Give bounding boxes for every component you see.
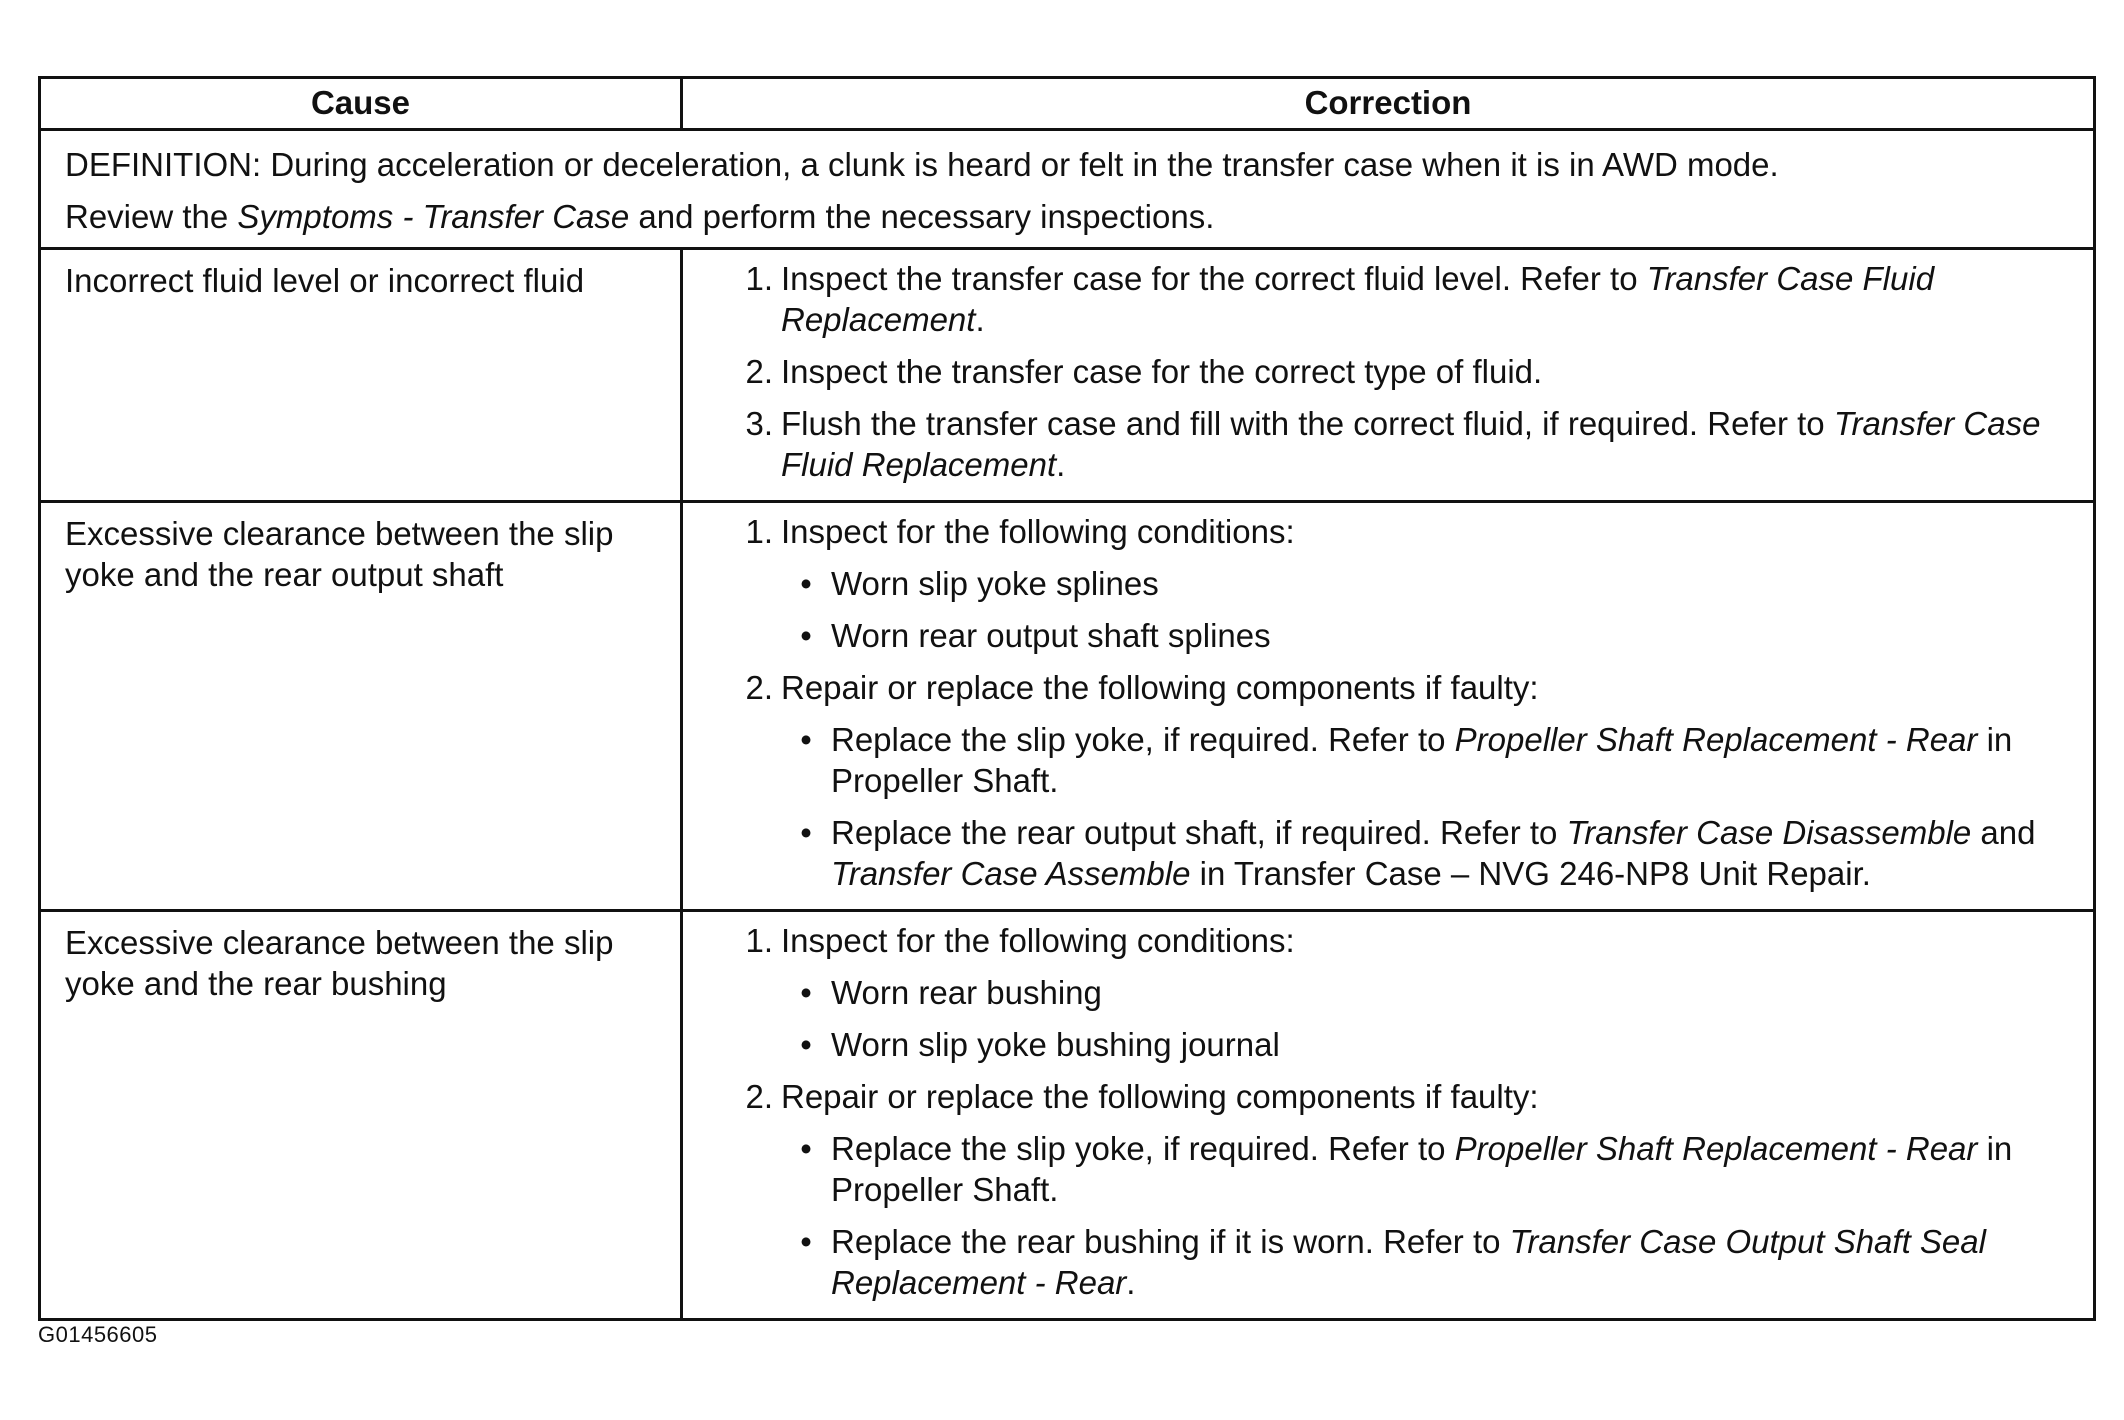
text: . [1126, 1264, 1136, 1301]
bullet-text [831, 972, 2075, 1013]
review-pre-text: Review the [65, 198, 238, 235]
text: Replace the slip yoke, if required. Refer to [831, 1130, 1455, 1167]
figure-id: G01456605 [38, 1322, 158, 1347]
correction-steps [683, 511, 2075, 894]
bullet-icon: • [800, 721, 812, 758]
definition-row [40, 130, 2095, 249]
header-row [40, 78, 2095, 130]
correction-cell [682, 911, 2095, 1320]
correction-step [683, 1076, 2075, 1303]
correction-step [683, 258, 2075, 340]
correction-step [683, 403, 2075, 485]
manual-reference: Transfer Case Output Shaft Seal Replacement - Rear [831, 1223, 1986, 1301]
text: Worn rear bushing [831, 974, 1102, 1011]
text: Replace the slip yoke, if required. Refer to [831, 721, 1455, 758]
text: and [1971, 814, 2036, 851]
correction-step [683, 667, 2075, 894]
bullet-text [831, 719, 2075, 801]
step-number: 2. [745, 669, 773, 706]
cause-cell: Excessive clearance between the slip yoke and the rear bushing [40, 911, 682, 1320]
bullet-list [781, 563, 2075, 656]
bullet-text [831, 1128, 2075, 1210]
step-number: 3. [745, 405, 773, 442]
text: Inspect for the following conditions: [781, 513, 1295, 550]
step-text [781, 403, 2075, 485]
cause-cell: Excessive clearance between the slip yoke and the rear output shaft [40, 502, 682, 911]
bullet-item [781, 615, 2075, 656]
manual-reference: Propeller Shaft Replacement - Rear [1454, 1130, 1978, 1167]
manual-reference: Transfer Case Fluid Replacement [781, 405, 2041, 483]
cause-header: Cause [40, 78, 682, 130]
bullet-icon: • [800, 1026, 812, 1063]
bullet-icon: • [800, 565, 812, 602]
bullet-list [781, 972, 2075, 1065]
bullet-icon: • [800, 974, 812, 1011]
text: Inspect the transfer case for the correct fluid level. Refer to [781, 260, 1647, 297]
definition-cell [40, 130, 2095, 249]
bullet-text [831, 563, 2075, 604]
text: Inspect the transfer case for the correct type of fluid. [781, 353, 1543, 390]
correction-cell [682, 249, 2095, 502]
step-text [781, 667, 2075, 894]
text: Inspect for the following conditions: [781, 922, 1295, 959]
bullet-icon: • [800, 1223, 812, 1260]
bullet-icon: • [800, 814, 812, 851]
bullet-item [781, 719, 2075, 801]
table-row [40, 502, 2095, 911]
text: . [1056, 446, 1066, 483]
text: Flush the transfer case and fill with the correct fluid, if required. Refer to [781, 405, 1834, 442]
bullet-list [781, 719, 2075, 894]
text: in Transfer Case – NVG 246-NP8 Unit Repair. [1190, 855, 1871, 892]
table-row [40, 249, 2095, 502]
text: in Propeller Shaft. [831, 1130, 2013, 1208]
cause-correction-table [38, 76, 2096, 1321]
bullet-item [781, 812, 2075, 894]
bullet-item [781, 972, 2075, 1013]
table-row [40, 911, 2095, 1320]
text: Worn slip yoke bushing journal [831, 1026, 1280, 1063]
definition-review-text [65, 191, 2069, 243]
bullet-text [831, 1024, 2075, 1065]
text: Worn slip yoke splines [831, 565, 1159, 602]
bullet-text [831, 812, 2075, 894]
step-text [781, 258, 2075, 340]
step-text [781, 1076, 2075, 1303]
text: Repair or replace the following components if faulty: [781, 1078, 1539, 1115]
correction-steps [683, 258, 2075, 485]
definition-text: DEFINITION: During acceleration or deceleration, a clunk is heard or felt in the transfer case when it is in AWD mode. [65, 146, 1779, 183]
text: Replace the rear bushing if it is worn. Refer to [831, 1223, 1510, 1260]
step-number: 1. [745, 260, 773, 297]
text: in Propeller Shaft. [831, 721, 2013, 799]
step-text [781, 351, 2075, 392]
text: . [975, 301, 985, 338]
symptoms-reference: Symptoms - Transfer Case [237, 198, 630, 235]
correction-steps [683, 920, 2075, 1303]
correction-step [683, 511, 2075, 656]
step-number: 2. [745, 353, 773, 390]
step-number: 1. [745, 922, 773, 959]
bullet-list [781, 1128, 2075, 1303]
manual-reference: Transfer Case Fluid Replacement [781, 260, 1935, 338]
step-number: 1. [745, 513, 773, 550]
review-post-text: and perform the necessary inspections. [629, 198, 1215, 235]
bullet-item [781, 563, 2075, 604]
manual-reference: Transfer Case Disassemble [1566, 814, 1972, 851]
bullet-text [831, 1221, 2075, 1303]
correction-cell [682, 502, 2095, 911]
step-text [781, 511, 2075, 656]
cause-cell: Incorrect fluid level or incorrect fluid [40, 249, 682, 502]
bullet-text [831, 615, 2075, 656]
step-number: 2. [745, 1078, 773, 1115]
text: Worn rear output shaft splines [831, 617, 1271, 654]
step-text [781, 920, 2075, 1065]
manual-reference: Transfer Case Assemble [831, 855, 1191, 892]
bullet-icon: • [800, 617, 812, 654]
text: Repair or replace the following components if faulty: [781, 669, 1539, 706]
bullet-item [781, 1128, 2075, 1210]
text: Replace the rear output shaft, if required. Refer to [831, 814, 1567, 851]
bullet-icon: • [800, 1130, 812, 1167]
correction-step [683, 351, 2075, 392]
manual-reference: Propeller Shaft Replacement - Rear [1454, 721, 1978, 758]
correction-step [683, 920, 2075, 1065]
bullet-item [781, 1221, 2075, 1303]
correction-header: Correction [682, 78, 2095, 130]
bullet-item [781, 1024, 2075, 1065]
